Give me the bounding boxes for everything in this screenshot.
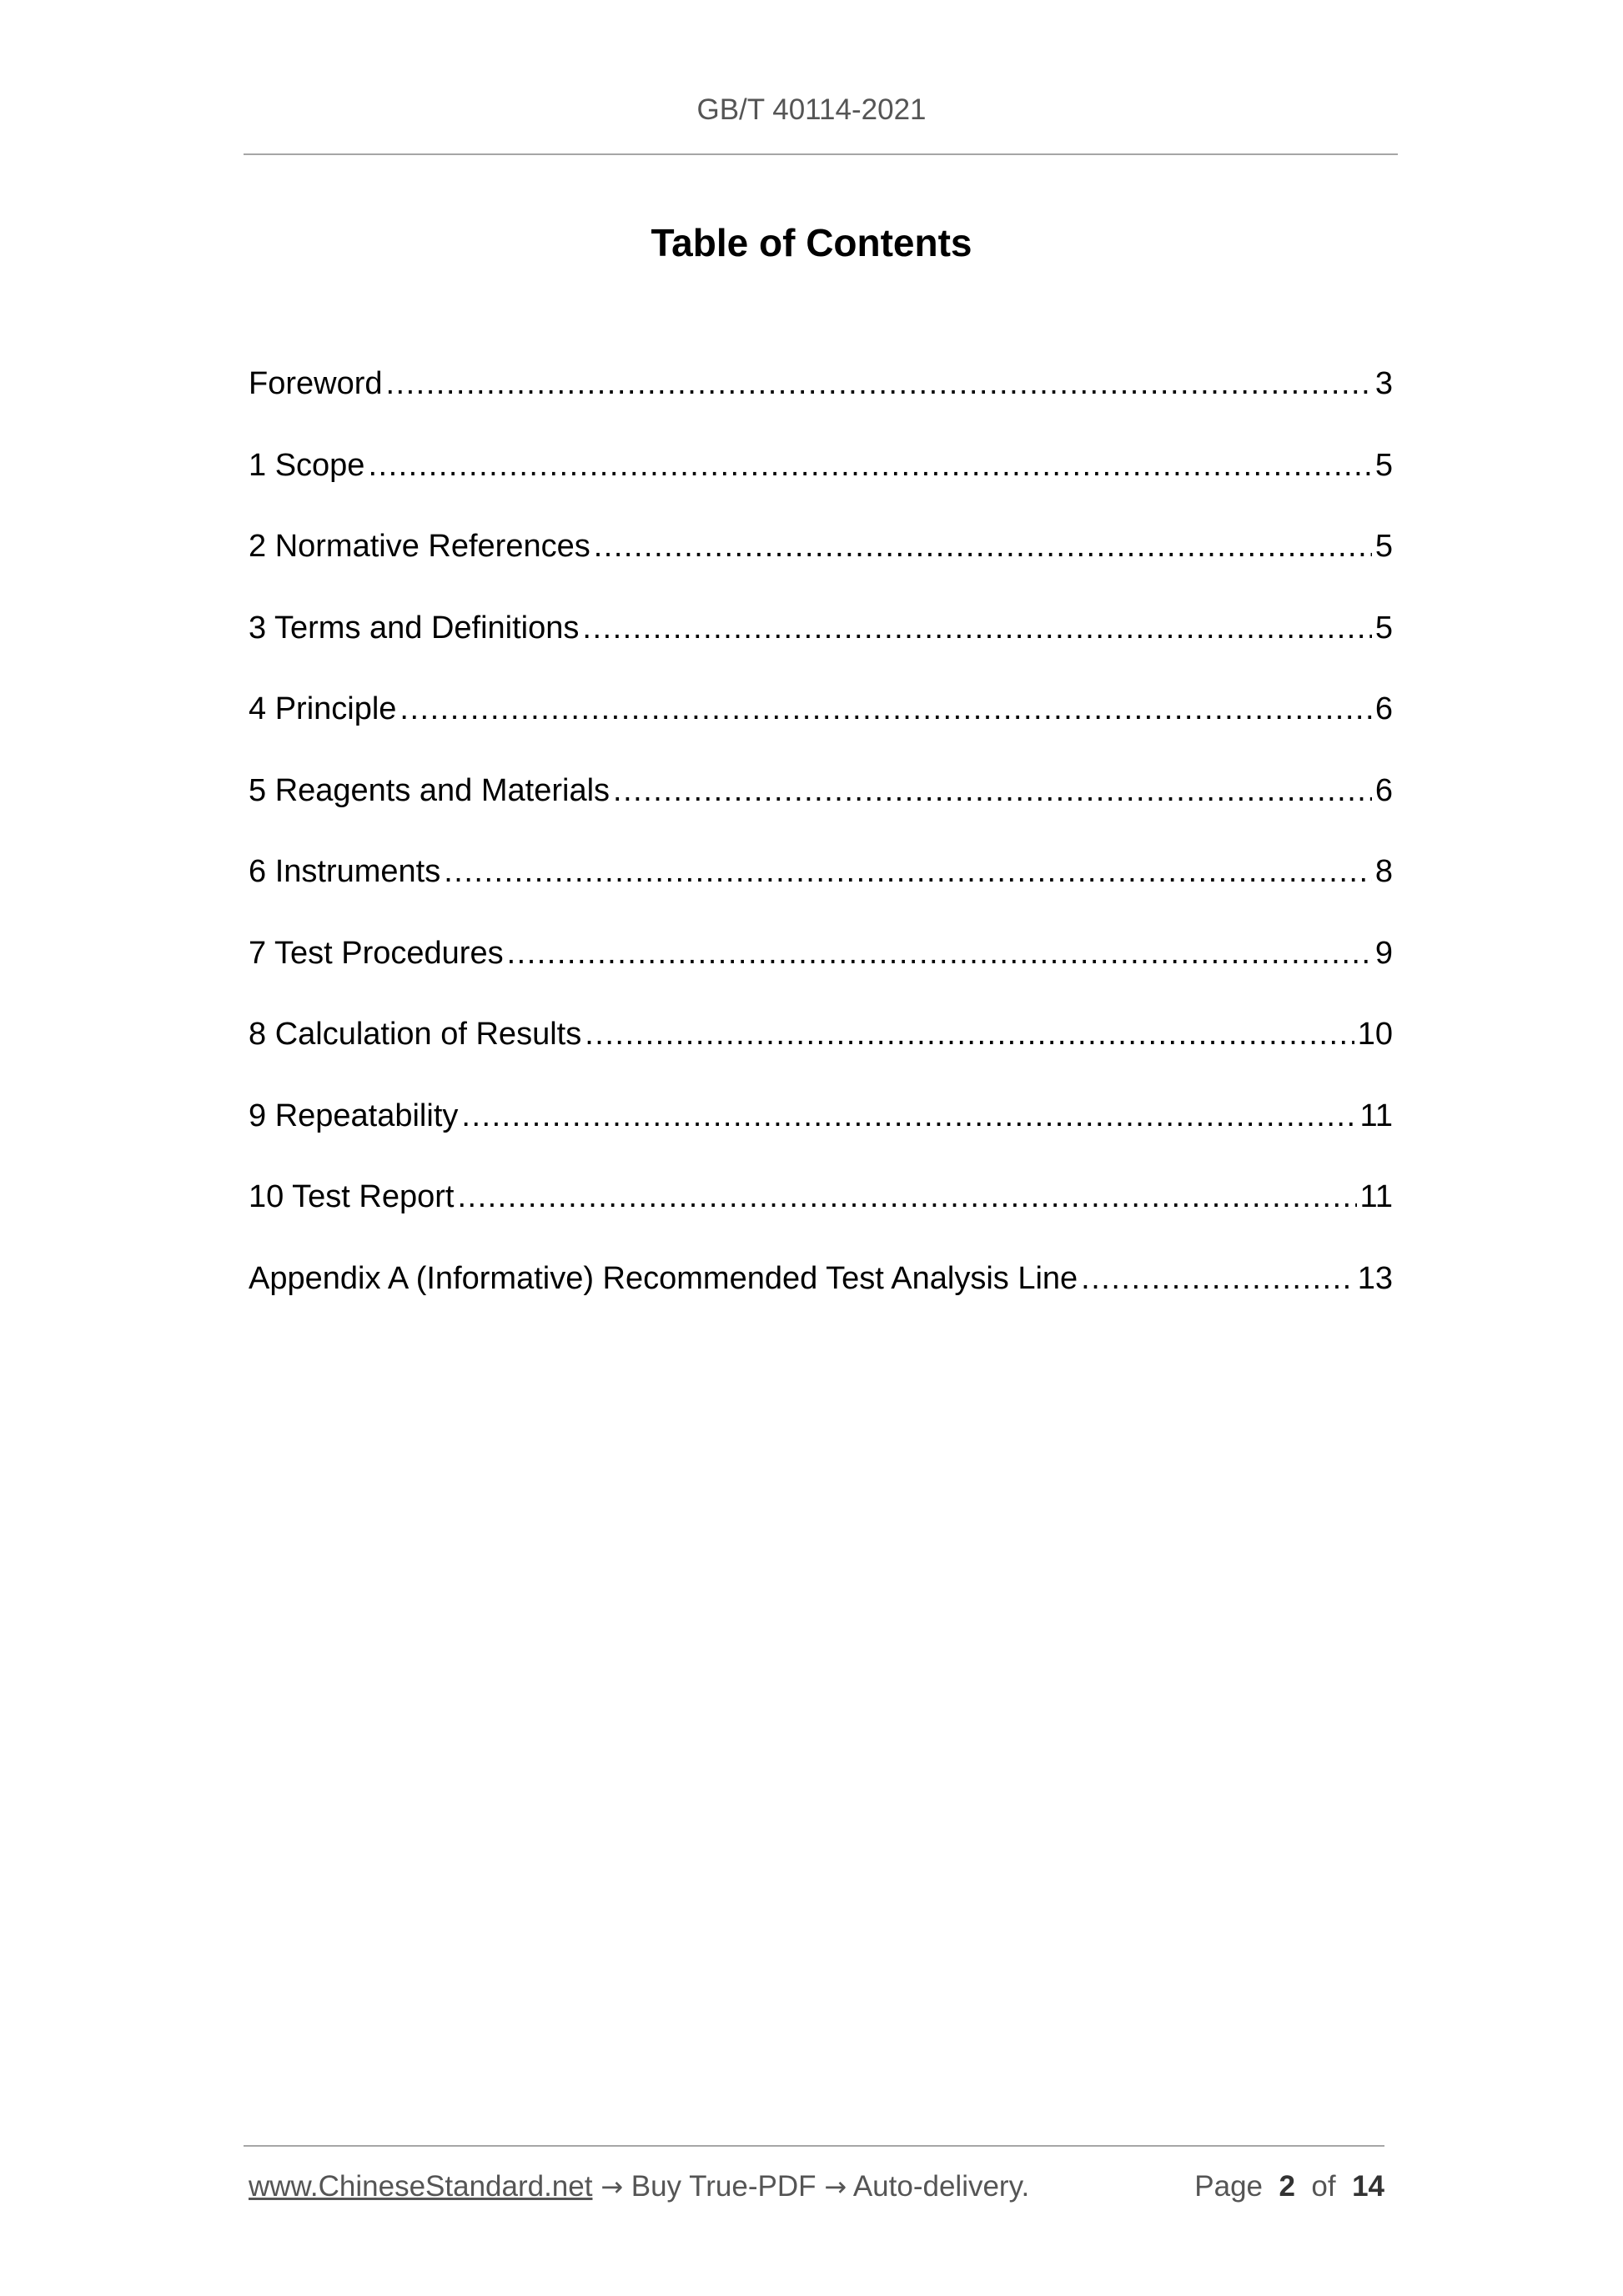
of-word: of bbox=[1311, 2170, 1336, 2203]
toc-entry-terms-and-definitions[interactable] bbox=[249, 606, 1393, 688]
toc-dot-leader bbox=[594, 525, 1372, 568]
page-word: Page bbox=[1194, 2170, 1264, 2203]
document-id-header: GB/T 40114-2021 bbox=[696, 93, 927, 126]
toc-dot-leader bbox=[461, 1094, 1356, 1138]
toc-entry-page: 6 bbox=[1374, 772, 1393, 808]
toc-entry-page: 6 bbox=[1374, 691, 1393, 726]
footer-promo bbox=[249, 2168, 1029, 2205]
toc-title: Table of Contents bbox=[651, 221, 972, 264]
toc-entry-label: 9 Repeatability bbox=[249, 1098, 459, 1133]
toc-entry-label: 5 Reagents and Materials bbox=[249, 772, 611, 808]
toc-dot-leader bbox=[444, 850, 1372, 893]
toc-entry-page: 11 bbox=[1359, 1098, 1393, 1133]
toc-entry-label: 2 Normative References bbox=[249, 529, 590, 564]
toc-entry-page: 3 bbox=[1374, 366, 1393, 401]
auto-delivery-text: Auto-delivery. bbox=[852, 2170, 1030, 2203]
toc-entry-repeatability[interactable] bbox=[249, 1094, 1393, 1176]
toc-entry-page: 13 bbox=[1357, 1260, 1393, 1296]
footer-divider bbox=[244, 2145, 1384, 2147]
toc-entry-page: 5 bbox=[1374, 447, 1393, 483]
toc-entry-page: 5 bbox=[1374, 610, 1393, 646]
toc-entry-page: 9 bbox=[1374, 935, 1393, 971]
toc-entry-label: 4 Principle bbox=[249, 691, 397, 726]
toc-entry-label: 8 Calculation of Results bbox=[249, 1017, 582, 1052]
toc-dot-leader bbox=[582, 606, 1371, 650]
header-divider bbox=[244, 153, 1398, 155]
toc-entry-label: 3 Terms and Definitions bbox=[249, 610, 580, 646]
toc-entry-scope[interactable] bbox=[249, 444, 1393, 525]
toc-entry-label: 1 Scope bbox=[249, 447, 365, 483]
toc-dot-leader bbox=[507, 932, 1372, 975]
right-arrow-icon: → bbox=[600, 2171, 624, 2203]
toc-dot-leader bbox=[457, 1175, 1356, 1218]
toc-entry-page: 8 bbox=[1374, 854, 1393, 889]
toc-entry-page: 10 bbox=[1357, 1017, 1393, 1052]
toc-dot-leader bbox=[368, 444, 1371, 487]
buy-true-pdf-text: Buy True-PDF bbox=[631, 2170, 817, 2203]
toc-dot-leader bbox=[585, 1012, 1354, 1056]
toc-entry-reagents-and-materials[interactable] bbox=[249, 769, 1393, 851]
toc-entry-label: Foreword bbox=[249, 366, 383, 401]
toc-entry-label: 7 Test Procedures bbox=[249, 935, 504, 971]
toc-entry-test-report[interactable] bbox=[249, 1175, 1393, 1257]
toc-entry-foreword[interactable] bbox=[249, 362, 1393, 444]
toc-dot-leader bbox=[399, 687, 1371, 731]
toc-entry-label: Appendix A (Informative) Recommended Test Analysis Line bbox=[249, 1260, 1078, 1296]
toc-entry-normative-references[interactable] bbox=[249, 525, 1393, 606]
toc-dot-leader bbox=[386, 362, 1372, 405]
toc-entry-page: 5 bbox=[1374, 529, 1393, 564]
toc-entry-label: 10 Test Report bbox=[249, 1179, 455, 1214]
page-counter bbox=[1194, 2168, 1384, 2205]
toc-entry-instruments[interactable] bbox=[249, 850, 1393, 932]
right-arrow-icon: → bbox=[824, 2171, 847, 2203]
toc-dot-leader bbox=[1081, 1257, 1354, 1300]
website-link[interactable]: www.ChineseStandard.net bbox=[249, 2170, 593, 2203]
toc-entry-page: 11 bbox=[1359, 1179, 1393, 1214]
toc-dot-leader bbox=[613, 769, 1372, 812]
total-pages-number: 14 bbox=[1352, 2170, 1384, 2203]
toc-entry-appendix-a[interactable] bbox=[249, 1257, 1393, 1339]
toc-entry-calculation-of-results[interactable] bbox=[249, 1012, 1393, 1094]
toc-entry-test-procedures[interactable] bbox=[249, 932, 1393, 1013]
toc-entry-principle[interactable] bbox=[249, 687, 1393, 769]
current-page-number: 2 bbox=[1279, 2170, 1295, 2203]
toc-entry-label: 6 Instruments bbox=[249, 854, 441, 889]
toc-list bbox=[249, 362, 1393, 1338]
page-footer bbox=[249, 2168, 1384, 2205]
